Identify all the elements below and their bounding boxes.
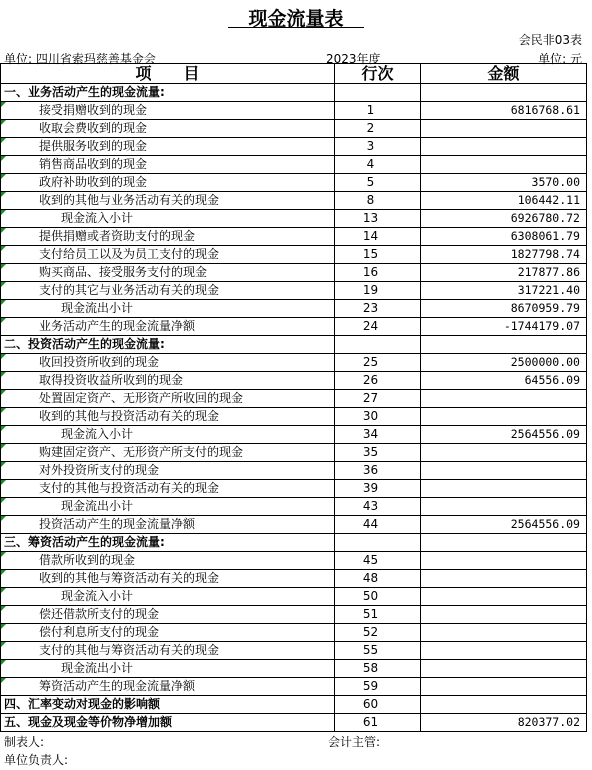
cell-item[interactable]: 现金流出小计 xyxy=(1,660,335,678)
accountant-label: 会计主管: xyxy=(328,735,381,749)
table-row xyxy=(1,462,587,480)
cell-amount[interactable] xyxy=(421,120,587,138)
table-row xyxy=(1,156,587,174)
table-row xyxy=(1,408,587,426)
table-row xyxy=(1,570,587,588)
cell-line-number[interactable]: 55 xyxy=(335,642,421,660)
cell-amount[interactable] xyxy=(421,696,587,714)
cell-amount[interactable]: 2500000.00 xyxy=(421,354,587,372)
cell-amount[interactable] xyxy=(421,480,587,498)
cell-item[interactable]: 收到的其他与业务活动有关的现金 xyxy=(1,192,335,210)
cell-amount[interactable] xyxy=(421,552,587,570)
table-row xyxy=(1,318,587,336)
cell-line-number[interactable]: 16 xyxy=(335,264,421,282)
table-row xyxy=(1,426,587,444)
cell-line-number[interactable]: 27 xyxy=(335,390,421,408)
cell-item[interactable]: 支付的其他与筹资活动有关的现金 xyxy=(1,642,335,660)
cell-amount[interactable] xyxy=(421,678,587,696)
cell-line-number[interactable]: 60 xyxy=(335,696,421,714)
table-row xyxy=(1,138,587,156)
cell-item[interactable]: 处置固定资产、无形资产所收回的现金 xyxy=(1,390,335,408)
cell-line-number[interactable]: 23 xyxy=(335,300,421,318)
cell-line-number[interactable]: 39 xyxy=(335,480,421,498)
cell-item[interactable]: 销售商品收到的现金 xyxy=(1,156,335,174)
cell-item[interactable]: 业务活动产生的现金流量净额 xyxy=(1,318,335,336)
cell-item[interactable]: 支付给员工以及为员工支付的现金 xyxy=(1,246,335,264)
cell-item[interactable]: 取得投资收益所收到的现金 xyxy=(1,372,335,390)
cell-amount[interactable] xyxy=(421,390,587,408)
cell-item[interactable]: 收到的其他与筹资活动有关的现金 xyxy=(1,570,335,588)
table-row xyxy=(1,246,587,264)
cell-item[interactable]: 提供捐赠或者资助支付的现金 xyxy=(1,228,335,246)
cell-amount[interactable] xyxy=(421,660,587,678)
table-row xyxy=(1,714,587,732)
cell-amount[interactable] xyxy=(421,336,587,354)
table-row xyxy=(1,678,587,696)
cell-line-number[interactable]: 5 xyxy=(335,174,421,192)
cell-line-number[interactable]: 19 xyxy=(335,282,421,300)
cell-item[interactable]: 收回投资所收到的现金 xyxy=(1,354,335,372)
cell-item[interactable]: 借款所收到的现金 xyxy=(1,552,335,570)
title-underline xyxy=(228,27,364,28)
cell-amount[interactable] xyxy=(421,642,587,660)
cell-line-number[interactable]: 50 xyxy=(335,588,421,606)
cell-amount[interactable] xyxy=(421,138,587,156)
cell-amount[interactable]: 64556.09 xyxy=(421,372,587,390)
cell-amount[interactable] xyxy=(421,588,587,606)
cell-line-number[interactable]: 30 xyxy=(335,408,421,426)
table-row xyxy=(1,606,587,624)
cell-item[interactable]: 一、业务活动产生的现金流量: xyxy=(1,84,335,102)
report-code: 会民非03表 xyxy=(518,33,582,47)
cell-amount[interactable]: 8670959.79 xyxy=(421,300,587,318)
table-row xyxy=(1,390,587,408)
cell-amount[interactable]: 820377.02 xyxy=(421,714,587,732)
cell-amount[interactable] xyxy=(421,570,587,588)
cell-amount[interactable]: -1744179.07 xyxy=(421,318,587,336)
cell-line-number[interactable]: 61 xyxy=(335,714,421,732)
table-row xyxy=(1,444,587,462)
cell-item[interactable]: 现金流入小计 xyxy=(1,426,335,444)
table-row xyxy=(1,498,587,516)
table-row xyxy=(1,516,587,534)
cell-item[interactable]: 支付的其他与投资活动有关的现金 xyxy=(1,480,335,498)
column-header-item[interactable]: 项 目 xyxy=(1,64,335,84)
cell-line-number[interactable]: 51 xyxy=(335,606,421,624)
cell-item[interactable]: 接受捐赠收到的现金 xyxy=(1,102,335,120)
table-row xyxy=(1,210,587,228)
table-row xyxy=(1,480,587,498)
cell-amount[interactable] xyxy=(421,534,587,552)
cell-item[interactable]: 现金流入小计 xyxy=(1,588,335,606)
table-row xyxy=(1,264,587,282)
table-row xyxy=(1,354,587,372)
cell-line-number[interactable]: 15 xyxy=(335,246,421,264)
organization-unit: 单位: 四川省索玛慈善基金会 xyxy=(4,52,156,66)
cell-line-number[interactable] xyxy=(335,534,421,552)
cell-amount[interactable]: 217877.86 xyxy=(421,264,587,282)
cell-line-number[interactable]: 44 xyxy=(335,516,421,534)
cell-line-number[interactable]: 36 xyxy=(335,462,421,480)
cell-amount[interactable]: 2564556.09 xyxy=(421,516,587,534)
cell-item[interactable]: 收到的其他与投资活动有关的现金 xyxy=(1,408,335,426)
cell-item[interactable]: 投资活动产生的现金流量净额 xyxy=(1,516,335,534)
cell-line-number[interactable]: 45 xyxy=(335,552,421,570)
currency-unit: 单位: 元 xyxy=(538,52,582,66)
table-row xyxy=(1,102,587,120)
column-header-amount[interactable]: 金额 xyxy=(421,64,587,84)
table-row xyxy=(1,588,587,606)
cell-amount[interactable] xyxy=(421,462,587,480)
table-row xyxy=(1,192,587,210)
cell-item[interactable]: 三、筹资活动产生的现金流量: xyxy=(1,534,335,552)
table-row xyxy=(1,642,587,660)
cell-item[interactable]: 提供服务收到的现金 xyxy=(1,138,335,156)
cell-amount[interactable] xyxy=(421,606,587,624)
cell-item[interactable]: 支付的其它与业务活动有关的现金 xyxy=(1,282,335,300)
cell-line-number[interactable] xyxy=(335,84,421,102)
table-row xyxy=(1,174,587,192)
cash-flow-table xyxy=(0,63,587,732)
cell-line-number[interactable]: 1 xyxy=(335,102,421,120)
cell-item[interactable]: 四、汇率变动对现金的影响额 xyxy=(1,696,335,714)
table-row xyxy=(1,120,587,138)
cell-item[interactable]: 五、现金及现金等价物净增加额 xyxy=(1,714,335,732)
table-row xyxy=(1,660,587,678)
cell-amount[interactable]: 3570.00 xyxy=(421,174,587,192)
cell-amount[interactable]: 6816768.61 xyxy=(421,102,587,120)
cell-line-number[interactable] xyxy=(335,336,421,354)
table-row xyxy=(1,552,587,570)
cell-line-number[interactable]: 34 xyxy=(335,426,421,444)
cell-line-number[interactable]: 48 xyxy=(335,570,421,588)
cell-item[interactable]: 对外投资所支付的现金 xyxy=(1,462,335,480)
table-row xyxy=(1,300,587,318)
cell-line-number[interactable]: 13 xyxy=(335,210,421,228)
table-row xyxy=(1,372,587,390)
cell-line-number[interactable]: 59 xyxy=(335,678,421,696)
cell-item[interactable]: 现金流出小计 xyxy=(1,300,335,318)
table-row xyxy=(1,624,587,642)
cell-amount[interactable] xyxy=(421,624,587,642)
table-row xyxy=(1,696,587,714)
table-row xyxy=(1,84,587,102)
cell-amount[interactable]: 2564556.09 xyxy=(421,426,587,444)
cell-item[interactable]: 偿付利息所支付的现金 xyxy=(1,624,335,642)
report-year: 2023年度 xyxy=(326,52,381,66)
cell-amount[interactable]: 6926780.72 xyxy=(421,210,587,228)
page-title: 现金流量表 xyxy=(248,8,344,30)
table-header-row xyxy=(1,64,587,84)
cell-item[interactable]: 购买商品、接受服务支付的现金 xyxy=(1,264,335,282)
cell-line-number[interactable]: 2 xyxy=(335,120,421,138)
cell-amount[interactable] xyxy=(421,498,587,516)
cell-amount[interactable] xyxy=(421,444,587,462)
responsible-person-label: 单位负责人: xyxy=(4,753,69,767)
cell-item[interactable]: 偿还借款所支付的现金 xyxy=(1,606,335,624)
cell-amount[interactable] xyxy=(421,84,587,102)
table-row xyxy=(1,228,587,246)
cell-amount[interactable]: 1827798.74 xyxy=(421,246,587,264)
cell-item[interactable]: 购建固定资产、无形资产所支付的现金 xyxy=(1,444,335,462)
cell-line-number[interactable]: 35 xyxy=(335,444,421,462)
cell-amount[interactable] xyxy=(421,408,587,426)
cell-line-number[interactable]: 4 xyxy=(335,156,421,174)
cell-item[interactable]: 收取会费收到的现金 xyxy=(1,120,335,138)
cell-line-number[interactable]: 14 xyxy=(335,228,421,246)
cell-line-number[interactable]: 26 xyxy=(335,372,421,390)
cell-line-number[interactable]: 43 xyxy=(335,498,421,516)
cell-item[interactable]: 政府补助收到的现金 xyxy=(1,174,335,192)
cell-line-number[interactable]: 52 xyxy=(335,624,421,642)
cell-amount[interactable]: 106442.11 xyxy=(421,192,587,210)
column-header-line[interactable]: 行次 xyxy=(335,64,421,84)
cell-line-number[interactable]: 58 xyxy=(335,660,421,678)
cell-item[interactable]: 筹资活动产生的现金流量净额 xyxy=(1,678,335,696)
cell-line-number[interactable]: 3 xyxy=(335,138,421,156)
cell-line-number[interactable]: 8 xyxy=(335,192,421,210)
cell-amount[interactable]: 317221.40 xyxy=(421,282,587,300)
table-row xyxy=(1,534,587,552)
cell-amount[interactable] xyxy=(421,156,587,174)
preparer-label: 制表人: xyxy=(4,735,45,749)
cell-amount[interactable]: 6308061.79 xyxy=(421,228,587,246)
cell-line-number[interactable]: 25 xyxy=(335,354,421,372)
cell-line-number[interactable]: 24 xyxy=(335,318,421,336)
table-row xyxy=(1,282,587,300)
cell-item[interactable]: 现金流出小计 xyxy=(1,498,335,516)
cell-item[interactable]: 二、投资活动产生的现金流量: xyxy=(1,336,335,354)
table-row xyxy=(1,336,587,354)
cell-item[interactable]: 现金流入小计 xyxy=(1,210,335,228)
